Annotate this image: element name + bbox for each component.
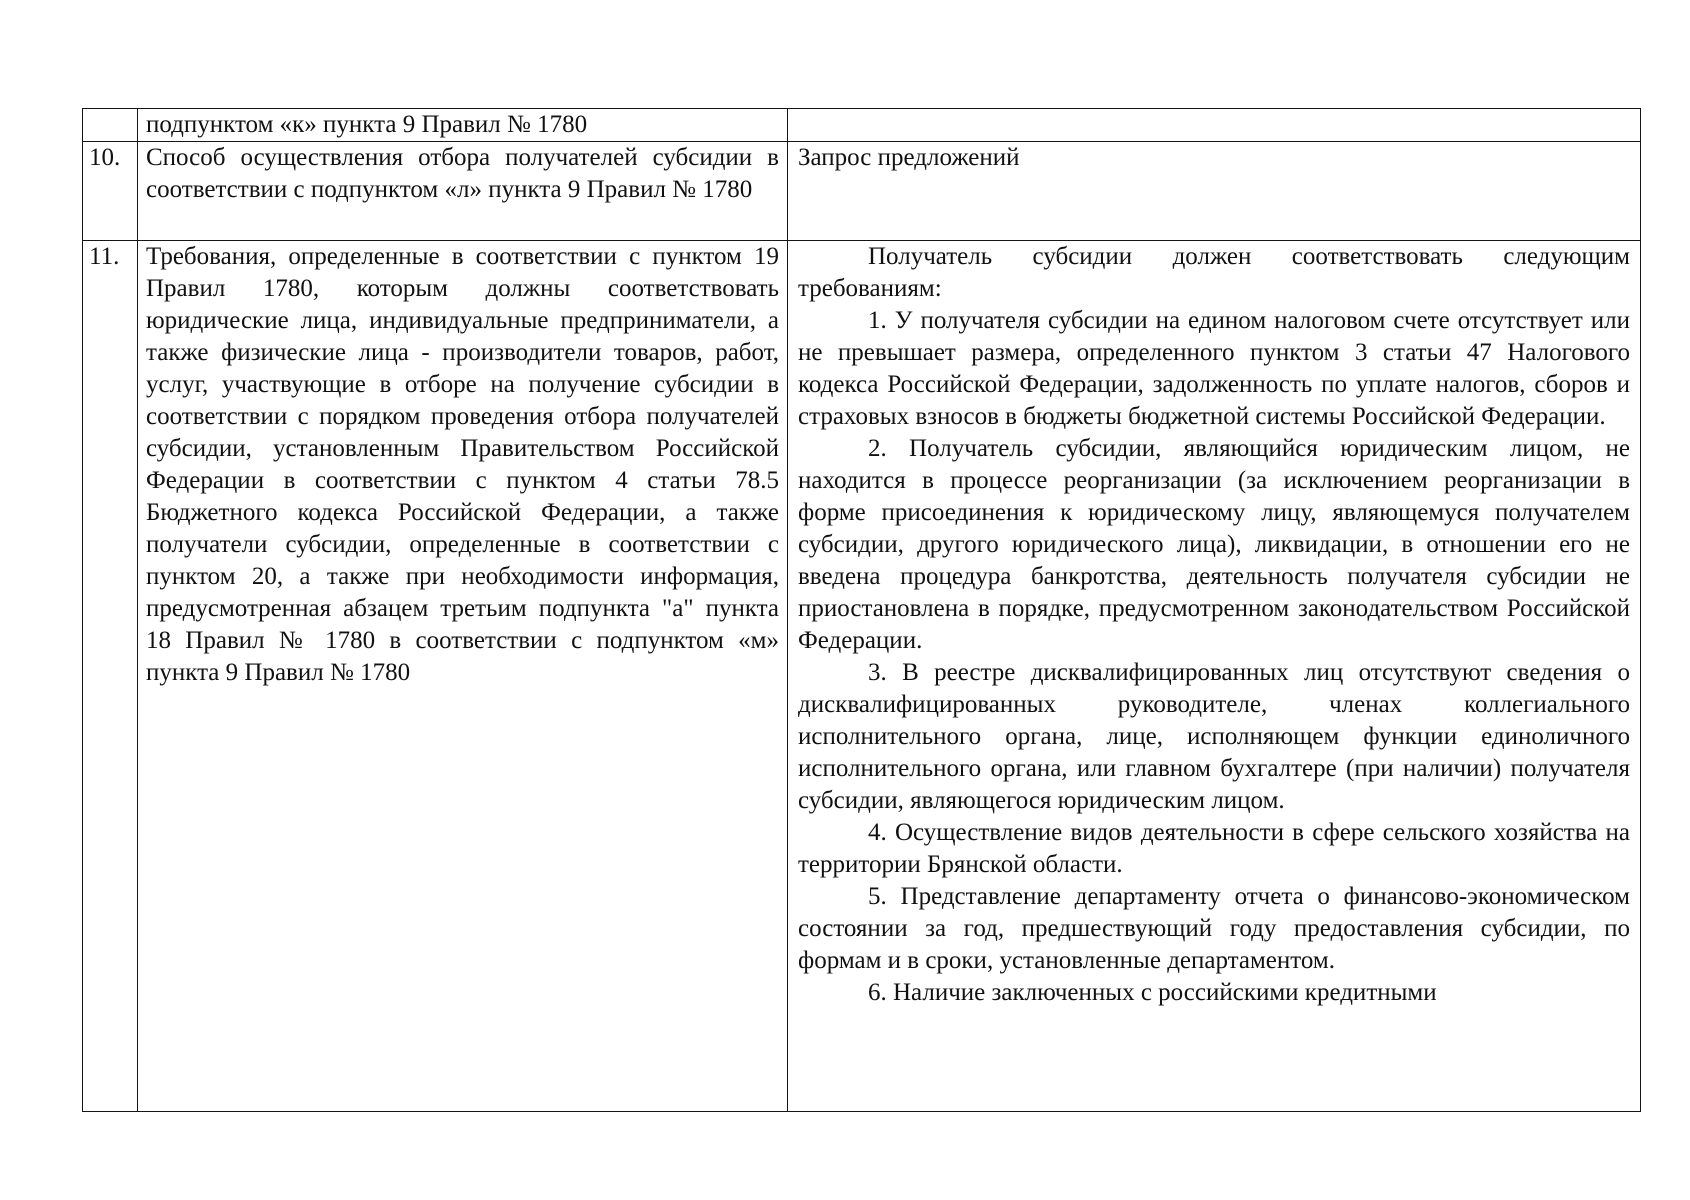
row-number-cell [83,109,138,142]
value-text: Запрос предложений [798,144,1020,171]
criterion-cell [138,109,788,142]
criterion-text: Способ осуществления отбора получателей субсидии в соответствии с подпунктом «л» пункта 9 Правил № 1780 [146,144,779,203]
requirement-item-5: 5. Представление департаменту отчета о финансово-экономическом состоянии за год, предшествующий году предоставления субсидии, по формам и в сроки, установленные департаментом. [798,883,1630,974]
table-row [83,109,1641,142]
criterion-cell [138,142,788,241]
table-row [83,142,1641,241]
requirement-item-4: 4. Осуществление видов деятельности в сфере сельского хозяйства на территории Брянской области. [798,819,1630,878]
value-cell [788,241,1641,1112]
criterion-text: Требования, определенные в соответствии с пунктом 19 Правил 1780, которым должны соответствовать юридические лица, индивидуальные предприниматели, а также физические лица - производители товаров, работ, услуг, участвующие в отборе на получение субсидии в соответствии с порядком проведения отбора получателей субсидии, установленным Правительством Российской Федерации в соответствии с пунктом 4 статьи 78.5 Бюджетного кодекса Российской Федерации, а также получатели субсидии, определенные в соответствии с пунктом 20, а также при необходимости информация, предусмотренная абзацем третьим подпункта "а" пункта 18 Правил № 1780 в соответствии с подпунктом «м» пункта 9 Правил № 1780 [146,243,779,686]
criterion-text: подпунктом «к» пункта 9 Правил № 1780 [146,111,588,138]
value-cell [788,109,1641,142]
table-row [83,241,1641,1112]
row-number-cell: 11. [83,241,138,1112]
row-number-cell: 10. [83,142,138,241]
requirement-item-1: 1. У получателя субсидии на едином налоговом счете отсутствует или не превышает размера, определенного пунктом 3 статьи 47 Налогового кодекса Российской Федерации, задолженность по уплате налогов, сборов и страховых взносов в бюджеты бюджетной системы Российской Федерации. [798,307,1630,430]
value-cell [788,142,1641,241]
requirement-item-3: 3. В реестре дисквалифицированных лиц отсутствуют сведения о дисквалифицированных руководителе, членах коллегиального исполнительного органа, лице, исполняющем функции единоличного исполнительного органа, или главном бухгалтере (при наличии) получателя субсидии, являющегося юридическим лицом. [798,659,1630,814]
requirements-table [82,108,1641,1112]
requirement-item-6: 6. Наличие заключенных с российскими кредитными [868,979,1437,1006]
requirements-intro: Получатель субсидии должен соответствовать следующим требованиям: [798,243,1630,302]
criterion-cell [138,241,788,1112]
requirement-item-2: 2. Получатель субсидии, являющийся юридическим лицом, не находится в процессе реорганизации (за исключением реорганизации в форме присоединения к юридическому лицу, являющемуся получателем субсидии, другого юридического лица), ликвидации, в отношении его не введена процедура банкротства, деятельность получателя субсидии не приостановлена в порядке, предусмотренном законодательством Российской Федерации. [798,435,1630,654]
